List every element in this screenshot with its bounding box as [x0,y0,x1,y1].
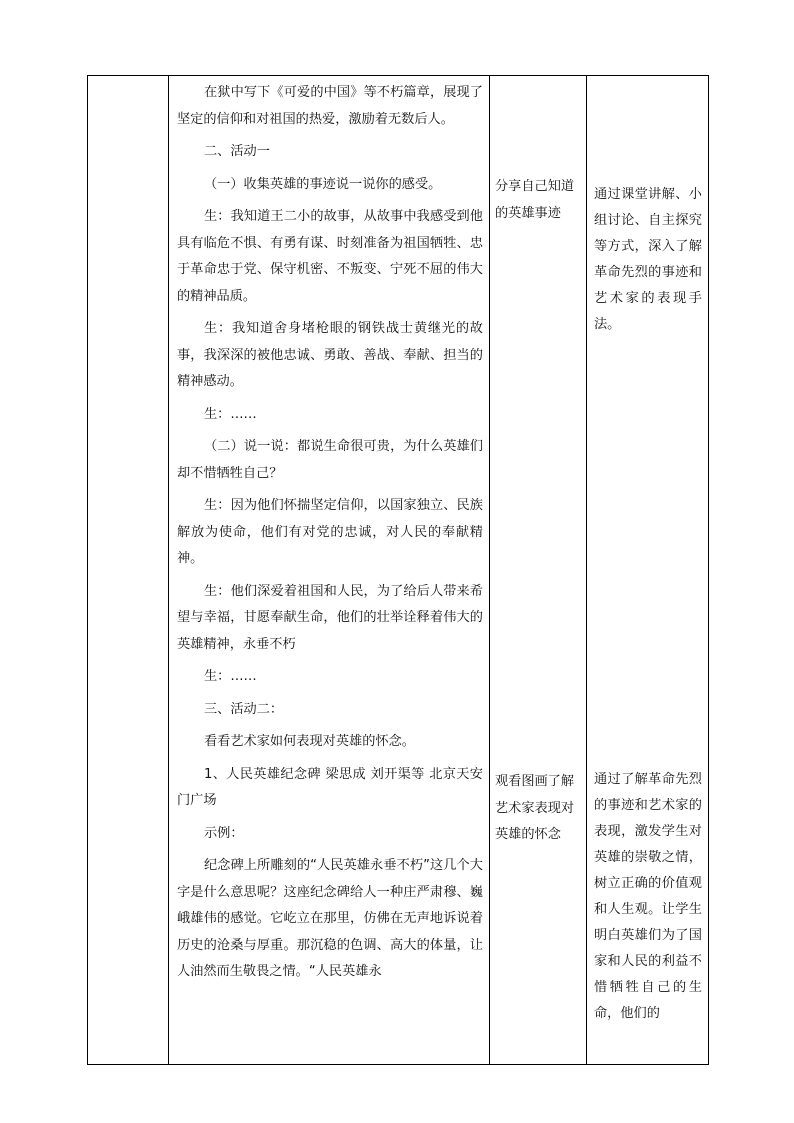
activity-two-prompt: 看看艺术家如何表现对英雄的怀念。 [204,734,415,749]
subheading-discussion: （二）说一说：都说生命很可贵，为什么英雄们却不惜牺牲自己？ [177,439,483,481]
paragraph-intro: 在狱中写下《可爱的中国》等不朽篇章，展现了坚定的信仰和对祖国的热爱，激励着无数后人。 [177,85,483,127]
lesson-plan-table [87,75,709,1065]
subheading-collect-stories: （一）收集英雄的事迹说一说你的感受。 [204,176,442,192]
teaching-process-cell [169,76,490,1065]
table-row [88,76,709,1065]
design-intent-cell [587,76,709,1065]
student-activity-share: 分享自己知道的英雄事迹 [495,179,575,221]
heading-activity-two: 三、活动二： [204,701,284,717]
student-answer-huang-jiguang: 生：我知道舍身堵枪眼的钢铁战士黄继光的故事，我深深的被他忠诚、勇敢、善战、奉献、担当的精神感动。 [177,321,483,389]
student-answer-love: 生：他们深爱着祖国和人民，为了给后人带来希望与幸福，甘愿奉献生命，他们的壮举诠释着伟大的英雄精神，永垂不朽 [177,583,483,652]
student-answer-ellipsis: 生：…… [204,406,257,422]
example-paragraph: 纪念碑上所雕刻的“人民英雄永垂不朽”这几个大字是什么意思呢？这座纪念碑给人一种庄严肃穆、巍峨雄伟的感觉。它屹立在那里，仿佛在无声地诉说着历史的沧桑与厚重。那沉稳的色调、高大的体量，让人油然而生敬畏之情。“人民英雄永 [177,858,483,979]
heading-activity-one: 二、活动一 [204,144,270,159]
student-answer-wang-erxiao: 生：我知道王二小的故事，从故事中我感受到他具有临危不惧、有勇有谋、时刻准备为祖国牺牲、忠于革命忠于党、保守机密、不叛变、宁死不屈的伟大的精神品质。 [177,209,483,304]
design-intent-one: 通过课堂讲解、小组讨论、自主探究等方式，深入了解革命先烈的事迹和艺术家的表现手法。 [594,187,702,332]
artwork-monument-entry: 1、人民英雄纪念碑 梁思成 刘开渠等 北京天安门广场 [177,766,483,808]
student-answer-belief: 生：因为他们怀揣坚定信仰，以国家独立、民族解放为使命，他们有对党的忠诚，对人民的奉献精神。 [177,498,483,566]
student-answer-ellipsis-2: 生：…… [204,669,257,684]
design-intent-two: 通过了解革命先烈的事迹和艺术家的表现，激发学生对英雄的崇敬之情，树立正确的价值观和人生观。让学生明白英雄们为了国家和人民的利益不惜牺牲自己的生命，他们的 [594,772,702,1021]
student-activity-cell [490,76,587,1065]
student-activity-view: 观看图画了解艺术家表现对英雄的怀念 [495,774,575,842]
example-label: 示例： [204,825,244,841]
stage-column-cell [88,76,169,1065]
